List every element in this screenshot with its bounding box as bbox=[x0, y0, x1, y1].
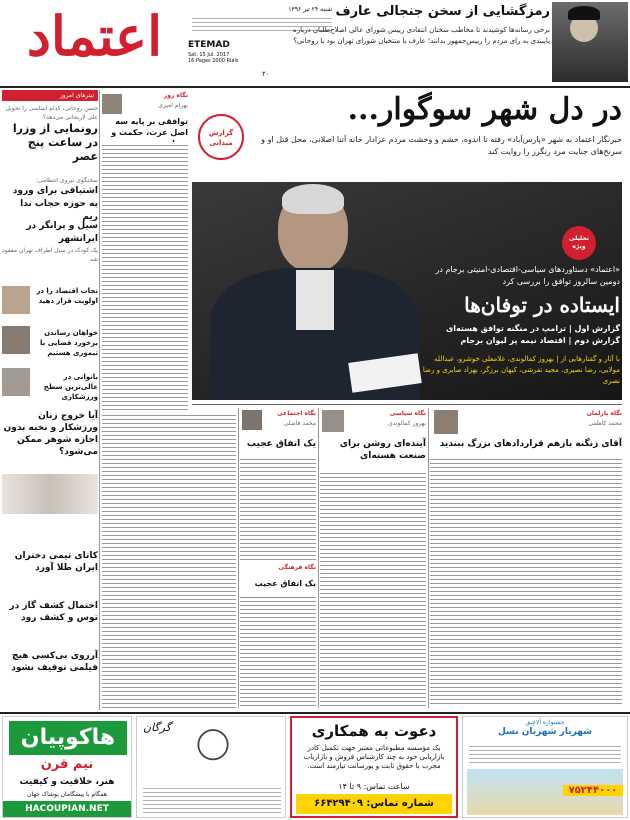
ad-shahrbar-title: شهربار شهربان نسل bbox=[498, 727, 592, 737]
ad-hiring-time: ساعت تماس: ۹ تا ۱۴ bbox=[338, 782, 410, 791]
right-item-2[interactable] bbox=[2, 176, 98, 224]
column-political-author: بهروز کمالوندی bbox=[387, 420, 426, 427]
ad-gorgan-title: گرگان bbox=[143, 721, 171, 734]
pages-info: 16 Pages 2000 Rials bbox=[188, 58, 239, 64]
ad-shahrbar-text bbox=[469, 743, 621, 765]
column-day-tag: نگاه روز bbox=[163, 92, 188, 99]
ad-shahrbar-price: ۷۵۲۴۴۰۰۰ bbox=[563, 785, 623, 796]
lead[interactable] bbox=[192, 90, 630, 182]
masthead-info bbox=[188, 40, 258, 84]
right-item-6-photo bbox=[2, 368, 30, 396]
column-social-author: محمد فاضلی bbox=[283, 420, 316, 427]
right-item-5-title[interactable]: خواهان رساندن برخورد قضایی با تیموری هستیم bbox=[40, 329, 98, 357]
col-divider-4 bbox=[428, 408, 429, 708]
right-item-5-photo bbox=[2, 326, 30, 354]
ad-shahrbar-top: جشنواره آلاچیق bbox=[525, 719, 565, 726]
column-culture-text bbox=[240, 594, 316, 706]
field-report-badge: گزارش میدانی bbox=[198, 114, 244, 160]
column-culture-title: یک اتفاق عجیب bbox=[254, 579, 316, 588]
column-political-text bbox=[320, 470, 426, 706]
right-item-4-photo bbox=[2, 286, 30, 314]
lead-deck: خبرنگار اعتماد به شهر «پارس‌آباد» رفته تا اندوه، خشم و وحشت مردم عزادار خانه آتنا اصلانی، محل قتل او و سرنخ‌های جنایت مرد رنگرز را روایت کند bbox=[261, 135, 622, 156]
masthead-price: ۲۰ bbox=[262, 70, 270, 78]
right-item-1-title: رونمایی از وزرا در ساعت پنج عصر bbox=[12, 122, 98, 163]
right-item-3[interactable] bbox=[2, 220, 98, 264]
right-item-10[interactable]: آرزوی بی‌کسی هیچ فیلمی توقیف نشود bbox=[11, 651, 98, 673]
right-item-3-title: سیل و برانگر در ایرانشهر bbox=[26, 221, 98, 244]
ad-hacoupian-logo: هاکوپیان bbox=[9, 721, 127, 755]
right-column bbox=[2, 90, 98, 710]
main-story-report2: گزارش دوم | اقتصاد نیمه پر لیوان برجام bbox=[460, 336, 620, 345]
top-story[interactable] bbox=[276, 4, 550, 84]
col-divider-1 bbox=[99, 90, 100, 710]
right-item-2-kicker: سخنگوی نیروی انتظامی: bbox=[35, 177, 98, 184]
col-divider-2 bbox=[238, 408, 239, 708]
column-social-tag: نگاه اجتماعی bbox=[277, 410, 316, 417]
ad-gorgan[interactable] bbox=[136, 716, 286, 818]
column-political-title: آینده‌ای روشن برای صنعت هسته‌ای bbox=[339, 439, 426, 461]
column-political[interactable] bbox=[320, 408, 426, 708]
main-story[interactable] bbox=[414, 230, 622, 400]
main-photo-hair bbox=[282, 184, 344, 214]
main-story-headline: ایستاده در توفان‌ها bbox=[464, 293, 620, 317]
column-parliament-title: آقای زنگنه بازهم قراردادهای بزرگ ببندید bbox=[439, 439, 622, 449]
right-column-header: تیترهای امروز bbox=[2, 90, 98, 101]
top-story-photo bbox=[552, 2, 628, 82]
column-social-avatar bbox=[242, 410, 262, 430]
ad-hiring[interactable] bbox=[290, 716, 458, 818]
date-fa: شنبه ۲۴ تیر ۱۳۹۶ bbox=[288, 6, 332, 13]
masthead-rule bbox=[0, 86, 630, 88]
right-item-1[interactable] bbox=[2, 104, 98, 164]
ad-gorgan-text bbox=[143, 785, 281, 815]
ad-hiring-body: یک مؤسسه مطبوعاتی معتبر جهت تکمیل کادر بازاریابی خود به چند کارشناس فروش و بازاریاب مجرب با حقوق ثابت و پورسانت نیازمند است. bbox=[303, 744, 445, 770]
ad-hacoupian-line3: همگام با پیشگامان پوشاک جهان bbox=[27, 791, 107, 798]
column-parliament-author: محمد کاظمی bbox=[588, 420, 622, 427]
masthead bbox=[0, 0, 630, 85]
right-item-6-title[interactable]: بانوانی در عالی‌ترین سطح ورزشکاری bbox=[43, 373, 98, 401]
column-social[interactable] bbox=[240, 408, 316, 708]
column-parliament-text bbox=[430, 456, 622, 706]
masthead-logo: اعتماد bbox=[26, 4, 163, 68]
right-item-7[interactable]: آیا خروج زنان ورزشکار و نخبه بدون اجازه شوهر ممکن می‌شود؟ bbox=[3, 411, 98, 457]
main-story-report1: گزارش اول | ترامپ در منگنه توافق هسته‌ای bbox=[445, 324, 620, 333]
column-political-tag: نگاه سیاسی bbox=[389, 410, 426, 417]
top-story-title: رمزگشایی از سخن جنجالی عارف bbox=[335, 4, 550, 19]
lead-headline: در دل شهر سوگوار... bbox=[347, 92, 622, 127]
column-day-continued bbox=[102, 412, 236, 708]
main-photo-shirt bbox=[296, 270, 334, 330]
right-item-1-kicker: حسن روحانی، کدام اساسی را تحویل علی لاریجانی می‌دهد؟ bbox=[5, 105, 98, 121]
column-parliament-tag: نگاه پارلمان bbox=[586, 410, 622, 417]
mid-rule bbox=[192, 404, 622, 405]
column-social-text bbox=[240, 456, 316, 560]
column-day-avatar bbox=[102, 94, 122, 114]
right-item-3-sub: یک کودک در سیل اطراف تهران مفقود شد bbox=[2, 247, 98, 263]
ad-hiring-title: دعوت به همکاری bbox=[311, 722, 437, 740]
column-social-title: یک اتفاق عجیب bbox=[246, 439, 316, 449]
column-culture-tag: نگاه فرهنگی bbox=[278, 564, 316, 571]
main-story-with: با آثار و گفتارهایی از | بهروز کمالوندی، غلامعلی خوشرو، عبدالله مولایی، رضا نصیری، مجید تفرشی، کیهان برزگر، بهزاد صابری و رضا نصری bbox=[422, 355, 620, 385]
ad-shahrbar[interactable] bbox=[462, 716, 628, 818]
column-parliament[interactable] bbox=[430, 408, 622, 708]
ad-gorgan-illustration bbox=[193, 723, 233, 785]
column-day-title: توافقی بر پایه سه اصل عزت، حکمت و bbox=[111, 117, 188, 137]
right-item-8-photo bbox=[2, 474, 98, 514]
ads-rule bbox=[0, 712, 630, 714]
main-story-intro: «اعتماد» دستاوردهای سیاسی-اقتصادی-امنیتی برجام در دومین سالروز توافق را بررسی کرد bbox=[435, 265, 620, 286]
column-day-author: بهرام امیری bbox=[158, 102, 188, 109]
right-item-2-title: اشتیاقی برای ورود به حوزه حجاب ندا ریم bbox=[12, 186, 98, 222]
ad-hacoupian-line2: هنر، خلاقیت و کیفیت bbox=[19, 777, 115, 787]
column-day[interactable] bbox=[102, 90, 188, 410]
analysis-badge: تحلیلی ویژه bbox=[562, 226, 596, 260]
ad-hacoupian[interactable] bbox=[2, 716, 132, 818]
masthead-latin-name: ETEMAD bbox=[188, 40, 230, 50]
top-story-photo-turban bbox=[568, 6, 600, 20]
date-en: Sat. 15 Jul. 2017 bbox=[188, 52, 230, 58]
column-political-avatar bbox=[322, 410, 344, 432]
ad-hiring-phone: شماره تماس: ۶۶۴۲۹۴۰۹ bbox=[296, 794, 452, 814]
ad-hacoupian-line1: نیم قرن bbox=[40, 757, 94, 772]
col-divider-3 bbox=[318, 408, 319, 708]
right-item-8[interactable]: کاتای تیمی دختران ایران طلا آورد bbox=[14, 551, 98, 573]
column-parliament-avatar bbox=[434, 410, 458, 434]
top-story-body: برخی رسانه‌ها کوشیدند تا مخاطب سخنان انتقادی رییس شورای عالی اصلاح‌طلبان درباره پایبندی به رای مردم را رییس‌جمهور بدانند؛ عارف با منتخبان شورای تهران بود یا روحانی؟ bbox=[293, 26, 550, 45]
column-day-text bbox=[102, 142, 188, 410]
ad-hacoupian-url: HACOUPIAN.NET bbox=[3, 801, 131, 817]
right-item-4-title[interactable]: نجات اقتصاد را در اولویت قرار دهید bbox=[36, 287, 98, 305]
right-item-9[interactable]: احتمال کشف گاز در توس و کشف رود bbox=[9, 601, 98, 623]
